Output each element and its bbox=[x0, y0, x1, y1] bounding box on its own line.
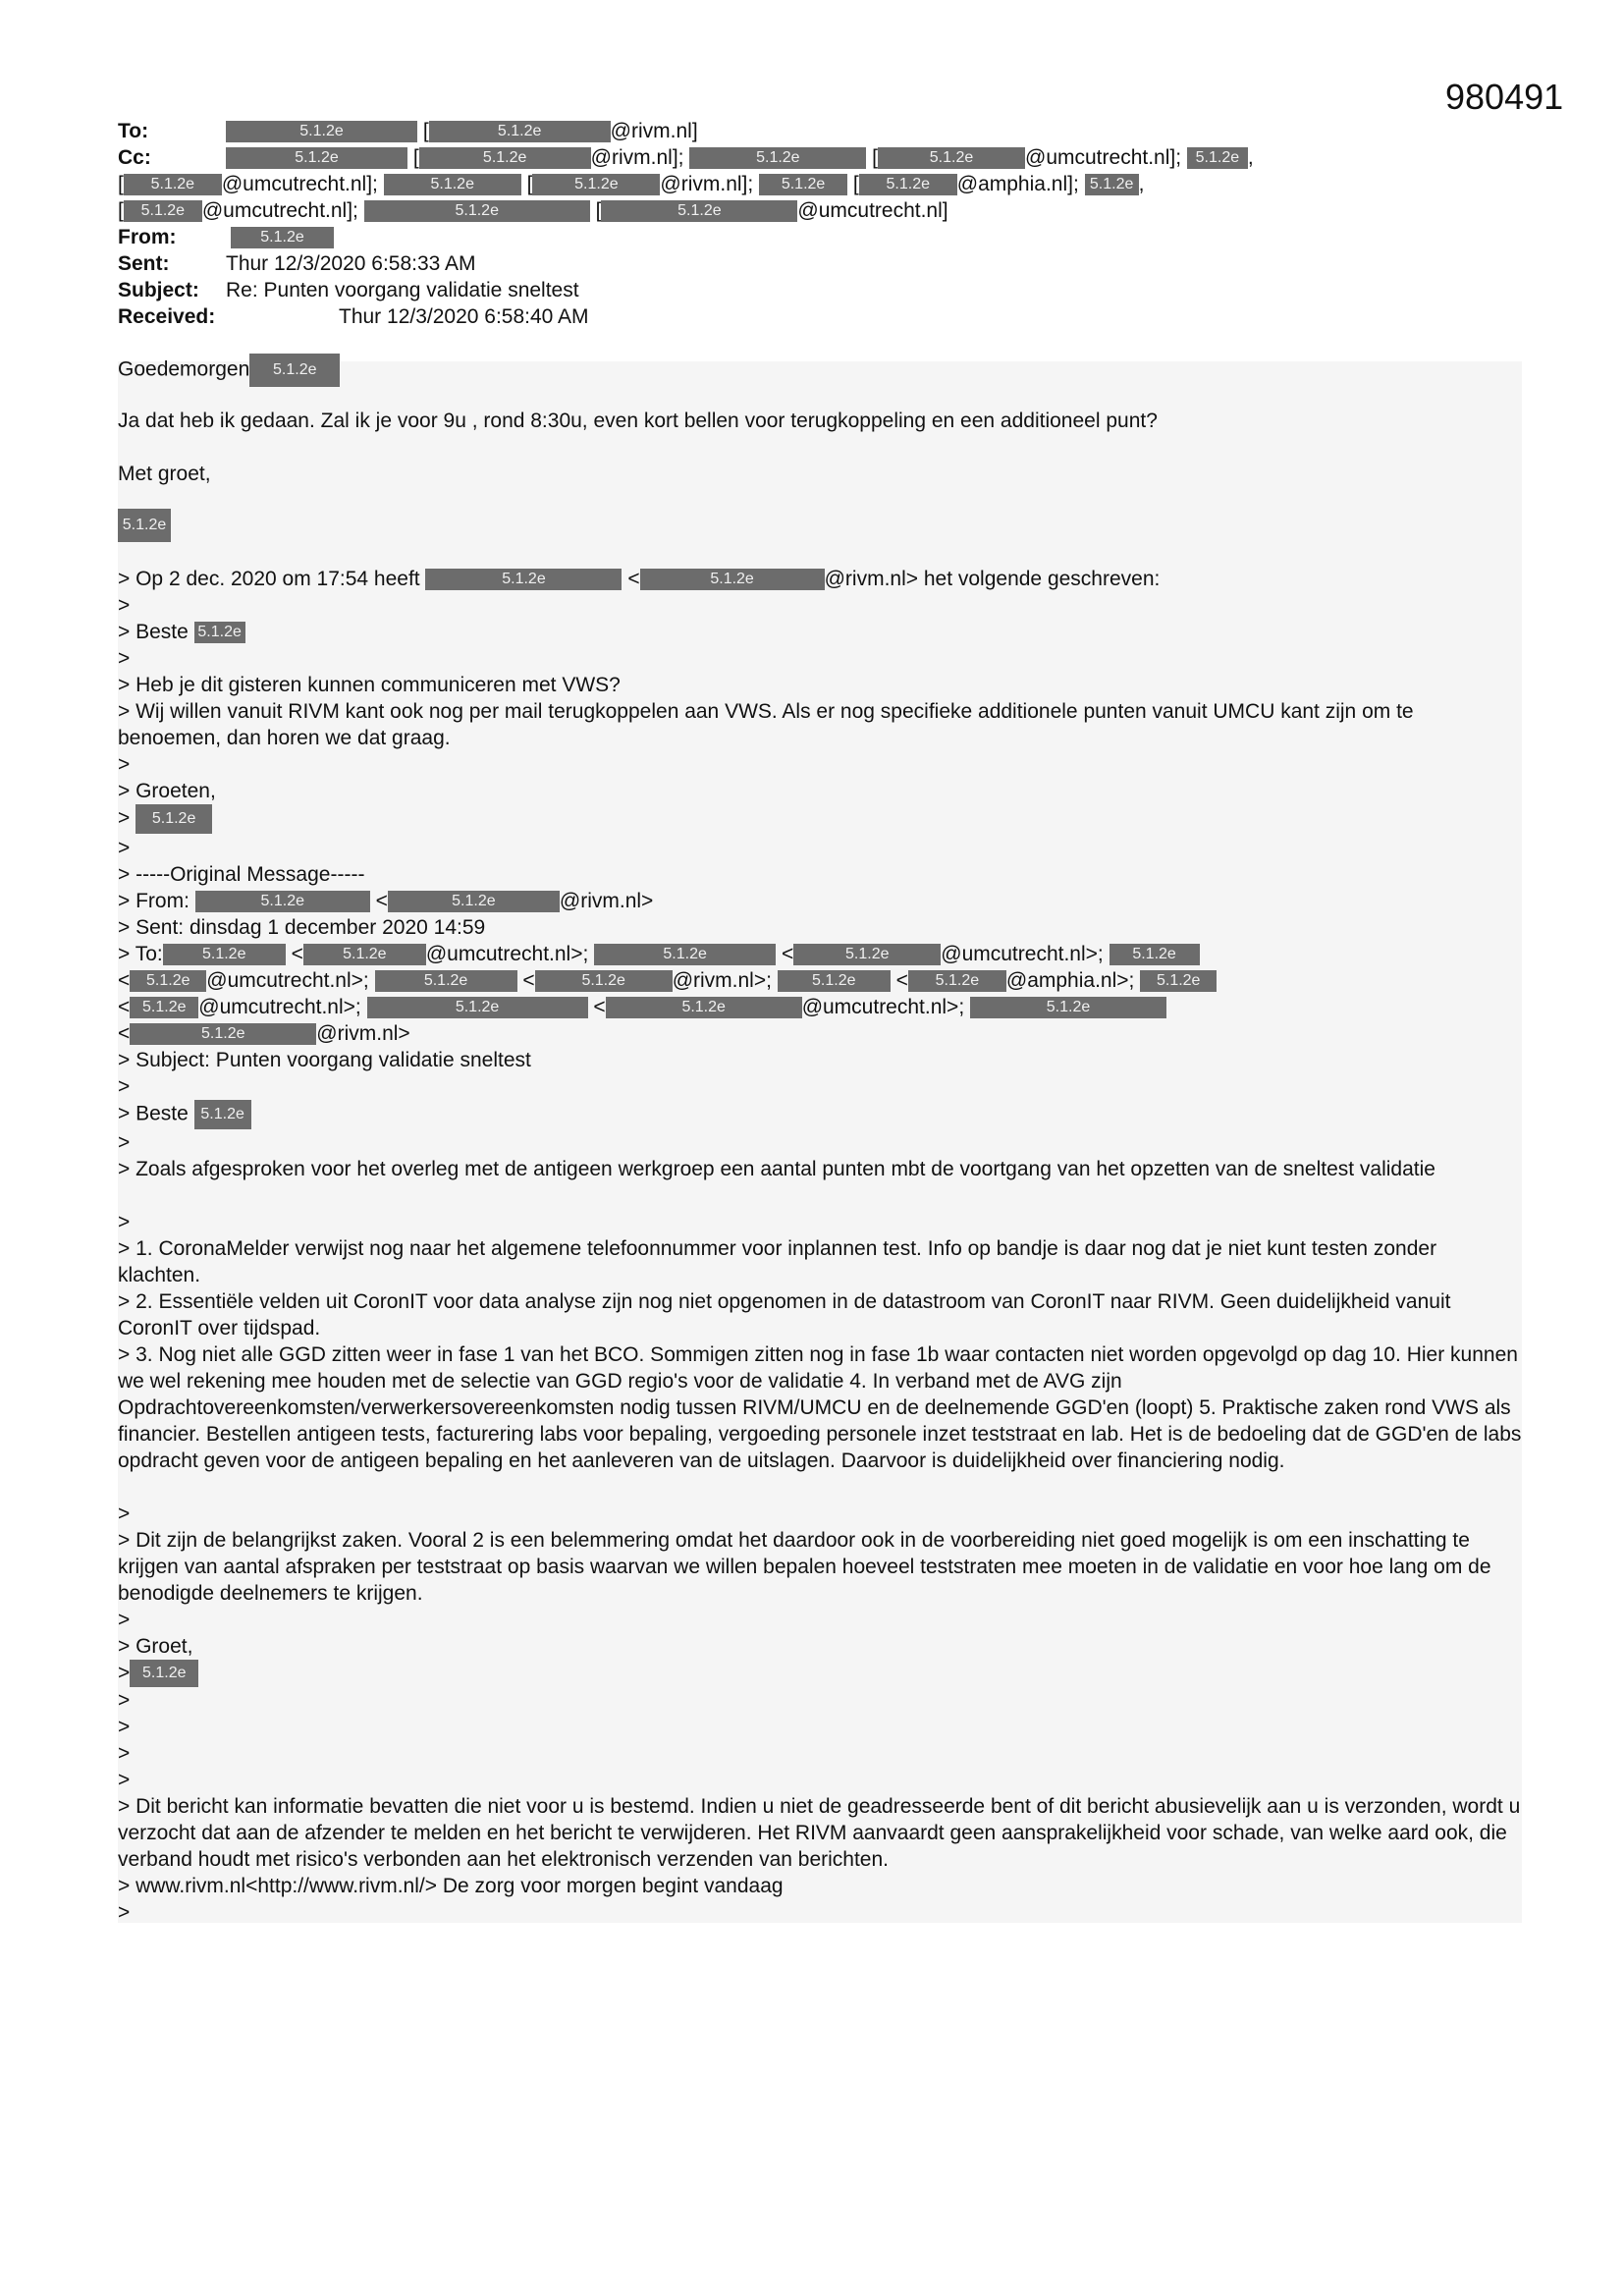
quote-text: > To: bbox=[118, 943, 163, 965]
point-summary: > Dit zijn de belangrijkst zaken. Vooral 2 is een belemmering omdat het daardoor ook in de voorbereiding niet goed mogelijk is om een inschatting te krijgen van aantal afspraken per teststraat op basis waarvan we willen bepalen hoeveel teststraten mee moeten in de validatie en voor hoe lang om de benodigde deelnemers te krijgen. bbox=[118, 1529, 1491, 1605]
cc-line-1: Cc: 5.1.2e [ 5.1.2e @rivm.nl]; 5.1.2e [ 5.1.2e @umcutrecht.nl]; 5.1.2e , bbox=[118, 146, 1254, 169]
quote-blank: > bbox=[118, 1503, 131, 1525]
quote-text: > Op 2 dec. 2020 om 17:54 heeft bbox=[118, 568, 420, 590]
redaction-box: 5.1.2e bbox=[878, 147, 1025, 169]
redaction-box: 5.1.2e bbox=[130, 1023, 316, 1045]
quote-q2: > Wij willen vanuit RIVM kant ook nog per mail terugkoppelen aan VWS. Als er nog specifieke additionele punten vanuit UMCU kant zijn om te benoemen, dan horen we dat graag. bbox=[118, 700, 1414, 749]
quote-blank: > bbox=[118, 1075, 131, 1098]
email-domain: @amphia.nl]; bbox=[956, 173, 1079, 195]
redaction-box: 5.1.2e bbox=[419, 147, 591, 169]
redaction-box: 5.1.2e bbox=[124, 200, 202, 222]
redaction-box: 5.1.2e bbox=[689, 147, 866, 169]
orig-sent: > Sent: dinsdag 1 december 2020 14:59 bbox=[118, 916, 486, 939]
subject-value: Re: Punten voorgang validatie sneltest bbox=[226, 279, 579, 301]
redaction-box: 5.1.2e bbox=[532, 174, 660, 195]
orig-to-4: < 5.1.2e @rivm.nl> bbox=[118, 1022, 410, 1045]
quote-text: > From: bbox=[118, 890, 189, 912]
redaction-box: 5.1.2e bbox=[793, 944, 941, 965]
email-domain: @umcutrecht.nl>; bbox=[801, 996, 965, 1018]
disclaimer: > Dit bericht kan informatie bevatten die niet voor u is bestemd. Indien u niet de geadresseerde bent of dit bericht abusievelijk aan u is verzonden, wordt u verzocht dat aan de afzender te melden en het bericht te verwijderen. Het RIVM aanvaardt geen aansprakelijkheid voor schade, van welke aard ook, die verband houdt met risico's verbonden aan het elektronisch verzenden van berichten. bbox=[118, 1795, 1521, 1871]
redaction-box: 5.1.2e bbox=[194, 622, 245, 643]
signature-line bbox=[118, 509, 1522, 542]
redaction-box: 5.1.2e bbox=[1187, 147, 1248, 169]
email-domain: @rivm.nl>; bbox=[672, 969, 772, 992]
orig-to-1: > To: 5.1.2e < 5.1.2e @umcutrecht.nl>; 5.1.2e < 5.1.2e @umcutrecht.nl>; 5.1.2e bbox=[118, 941, 1522, 967]
redaction-box: 5.1.2e bbox=[1140, 970, 1217, 992]
redaction-box: 5.1.2e bbox=[970, 997, 1166, 1018]
redaction-box: 5.1.2e bbox=[226, 147, 407, 169]
redaction-box: 5.1.2e bbox=[606, 997, 802, 1018]
to-label: To: bbox=[118, 120, 149, 142]
redaction-box: 5.1.2e bbox=[163, 944, 286, 965]
orig-from: > From: 5.1.2e < 5.1.2e @rivm.nl> bbox=[118, 890, 654, 912]
quote-blank: > bbox=[118, 1131, 131, 1154]
email-domain: @umcutrecht.nl>; bbox=[198, 996, 361, 1018]
cc-line-2: [ 5.1.2e @umcutrecht.nl]; 5.1.2e [ 5.1.2e @rivm.nl]; 5.1.2e [ 5.1.2e @amphia.nl]; 5.1.2e , bbox=[118, 173, 1145, 195]
received-label: Received: bbox=[118, 305, 216, 328]
email-domain: @umcutrecht.nl] bbox=[797, 199, 948, 222]
email-domain: @umcutrecht.nl>; bbox=[425, 943, 589, 965]
redaction-box: 5.1.2e bbox=[367, 997, 588, 1018]
from-line bbox=[118, 224, 334, 250]
orig-sig bbox=[118, 1660, 1522, 1687]
redaction-box: 5.1.2e bbox=[1085, 174, 1139, 195]
to-line: To: 5.1.2e [ 5.1.2e @rivm.nl] bbox=[118, 120, 698, 142]
redaction-box: 5.1.2e bbox=[640, 569, 825, 590]
rivm-url-line: > www.rivm.nl<http://www.rivm.nl/> De zorg voor morgen begint vandaag bbox=[118, 1875, 784, 1897]
quote-blank: > bbox=[118, 1211, 131, 1233]
redaction-box: 5.1.2e bbox=[778, 970, 891, 992]
redaction-box: 5.1.2e bbox=[908, 970, 1006, 992]
redaction-box: 5.1.2e bbox=[124, 174, 222, 195]
reply-paragraph: Ja dat heb ik gedaan. Zal ik je voor 9u , rond 8:30u, even kort bellen voor terugkoppeling en een additioneel punt? bbox=[118, 410, 1158, 432]
email-domain: @rivm.nl> bbox=[316, 1022, 410, 1045]
redaction-box: 5.1.2e bbox=[429, 121, 611, 142]
closing: Met groet, bbox=[118, 463, 211, 485]
redaction-box: 5.1.2e bbox=[1110, 944, 1200, 965]
redaction-box: 5.1.2e bbox=[118, 509, 171, 542]
sent-line bbox=[118, 250, 476, 277]
greeting-line bbox=[118, 354, 1522, 387]
email-domain: @rivm.nl]; bbox=[660, 173, 754, 195]
redaction-box: 5.1.2e bbox=[249, 354, 340, 387]
subject-label: Subject: bbox=[118, 279, 199, 301]
subject-line bbox=[118, 277, 579, 303]
point-1: > 1. CoronaMelder verwijst nog naar het algemene telefoonnummer voor inplannen test. Info op bandje is daar nog dat je niet kunt testen zonder klachten. bbox=[118, 1237, 1437, 1286]
redaction-box: 5.1.2e bbox=[859, 174, 957, 195]
email-domain: @umcutrecht.nl]; bbox=[221, 173, 378, 195]
redaction-box: 5.1.2e bbox=[130, 1660, 198, 1687]
redaction-box: 5.1.2e bbox=[303, 944, 426, 965]
sent-value: Thur 12/3/2020 6:58:33 AM bbox=[226, 252, 476, 275]
redaction-box: 5.1.2e bbox=[194, 1100, 251, 1129]
quote-groeten: > Groeten, bbox=[118, 780, 216, 802]
redaction-box: 5.1.2e bbox=[226, 121, 417, 142]
redaction-box: 5.1.2e bbox=[384, 174, 521, 195]
quote-text: > bbox=[118, 1662, 131, 1684]
point-3-5: > 3. Nog niet alle GGD zitten weer in fase 1 van het BCO. Sommigen zitten nog in fase 1b waar contacten niet worden opgevolgd op dag 10. Hier kunnen we wel rekening mee houden met de selectie van GGD regio's voor de validatie 4. In verband met de AVG zijn Opdrachtovereenkomsten/verwerkersovereenkomsten nodig tussen RIVM/UMCU en de deelnemende GGD'en (loopt) 5. Praktische zaken rond VWS als financier. Bestellen antigeen tests, facturering labs voor bepaling, vergoeding personele inzet teststraat en lab. Het is de bedoeling dat de GGD'en de labs opdracht geven voor de antigeen bepaling en het aanleveren van de uitslagen. Daarvoor is duidelijkheid over financiering nodig. bbox=[118, 1343, 1522, 1472]
quote-text: @rivm.nl> het volgende geschreven: bbox=[824, 568, 1161, 590]
point-2: > 2. Essentiële velden uit CoronIT voor data analyse zijn nog niet opgenomen in de datastroom van CoronIT naar RIVM. Geen duidelijkheid vanuit CoronIT over tijdspad. bbox=[118, 1290, 1451, 1339]
received-value: Thur 12/3/2020 6:58:40 AM bbox=[339, 305, 589, 328]
sent-label: Sent: bbox=[118, 252, 170, 275]
quote-text: > Beste bbox=[118, 1102, 189, 1125]
redaction-box: 5.1.2e bbox=[130, 997, 198, 1018]
redaction-box: 5.1.2e bbox=[535, 970, 673, 992]
email-domain: @rivm.nl] bbox=[610, 120, 698, 142]
quote-blank: > bbox=[118, 1716, 131, 1738]
quote-blank: > bbox=[118, 647, 131, 670]
received-line bbox=[118, 303, 589, 330]
redaction-box: 5.1.2e bbox=[425, 569, 622, 590]
redaction-box: 5.1.2e bbox=[759, 174, 847, 195]
redaction-box: 5.1.2e bbox=[364, 200, 590, 222]
email-domain: @umcutrecht.nl>; bbox=[206, 969, 369, 992]
from-label: From: bbox=[118, 226, 177, 248]
quote-blank: > bbox=[118, 753, 131, 776]
quote-header: > Op 2 dec. 2020 om 17:54 heeft 5.1.2e < 5.1.2e @rivm.nl> het volgende geschreven: bbox=[118, 568, 1161, 590]
orig-intro: > Zoals afgesproken voor het overleg met de antigeen werkgroep een aantal punten mbt de voortgang van het opzetten van de sneltest validatie bbox=[118, 1158, 1435, 1180]
email-domain: @rivm.nl]; bbox=[590, 146, 684, 169]
email-domain: @amphia.nl>; bbox=[1005, 969, 1135, 992]
redaction-box: 5.1.2e bbox=[195, 891, 370, 912]
redaction-box: 5.1.2e bbox=[601, 200, 797, 222]
quote-beste bbox=[118, 619, 1522, 645]
document-number: 980491 bbox=[1445, 77, 1564, 117]
quote-blank: > bbox=[118, 837, 131, 859]
orig-beste bbox=[118, 1100, 1522, 1129]
quote-blank: > bbox=[118, 1609, 131, 1631]
original-message-marker: > -----Original Message----- bbox=[118, 863, 365, 886]
redaction-box: 5.1.2e bbox=[375, 970, 517, 992]
cc-line-3: [ 5.1.2e @umcutrecht.nl]; 5.1.2e [ 5.1.2e @umcutrecht.nl] bbox=[118, 199, 948, 222]
email-domain: @umcutrecht.nl]; bbox=[201, 199, 358, 222]
redaction-box: 5.1.2e bbox=[130, 970, 206, 992]
quote-text: > Beste bbox=[118, 621, 189, 643]
email-domain: @umcutrecht.nl>; bbox=[941, 943, 1104, 965]
redaction-box: 5.1.2e bbox=[594, 944, 776, 965]
orig-to-3: < 5.1.2e @umcutrecht.nl>; 5.1.2e < 5.1.2e @umcutrecht.nl>; 5.1.2e bbox=[118, 994, 1522, 1020]
quote-sig bbox=[118, 804, 1522, 834]
quote-text: > bbox=[118, 806, 131, 830]
quote-q1: > Heb je dit gisteren kunnen communiceren met VWS? bbox=[118, 674, 621, 696]
orig-groet: > Groet, bbox=[118, 1635, 193, 1658]
orig-subject: > Subject: Punten voorgang validatie sneltest bbox=[118, 1049, 531, 1071]
email-domain: @rivm.nl> bbox=[559, 890, 654, 912]
quote-blank: > bbox=[118, 594, 131, 617]
redaction-box: 5.1.2e bbox=[231, 227, 334, 248]
redaction-box: 5.1.2e bbox=[388, 891, 560, 912]
quote-blank: > bbox=[118, 1769, 131, 1791]
quote-blank: > bbox=[118, 1901, 131, 1924]
greeting: Goedemorgen bbox=[118, 357, 250, 381]
quote-blank: > bbox=[118, 1689, 131, 1712]
email-domain: @umcutrecht.nl]; bbox=[1025, 146, 1182, 169]
redaction-box: 5.1.2e bbox=[135, 804, 212, 834]
quote-blank: > bbox=[118, 1742, 131, 1765]
cc-label: Cc: bbox=[118, 146, 151, 169]
orig-to-2: < 5.1.2e @umcutrecht.nl>; 5.1.2e < 5.1.2e @rivm.nl>; 5.1.2e < 5.1.2e @amphia.nl>; 5.1.2e bbox=[118, 967, 1522, 994]
